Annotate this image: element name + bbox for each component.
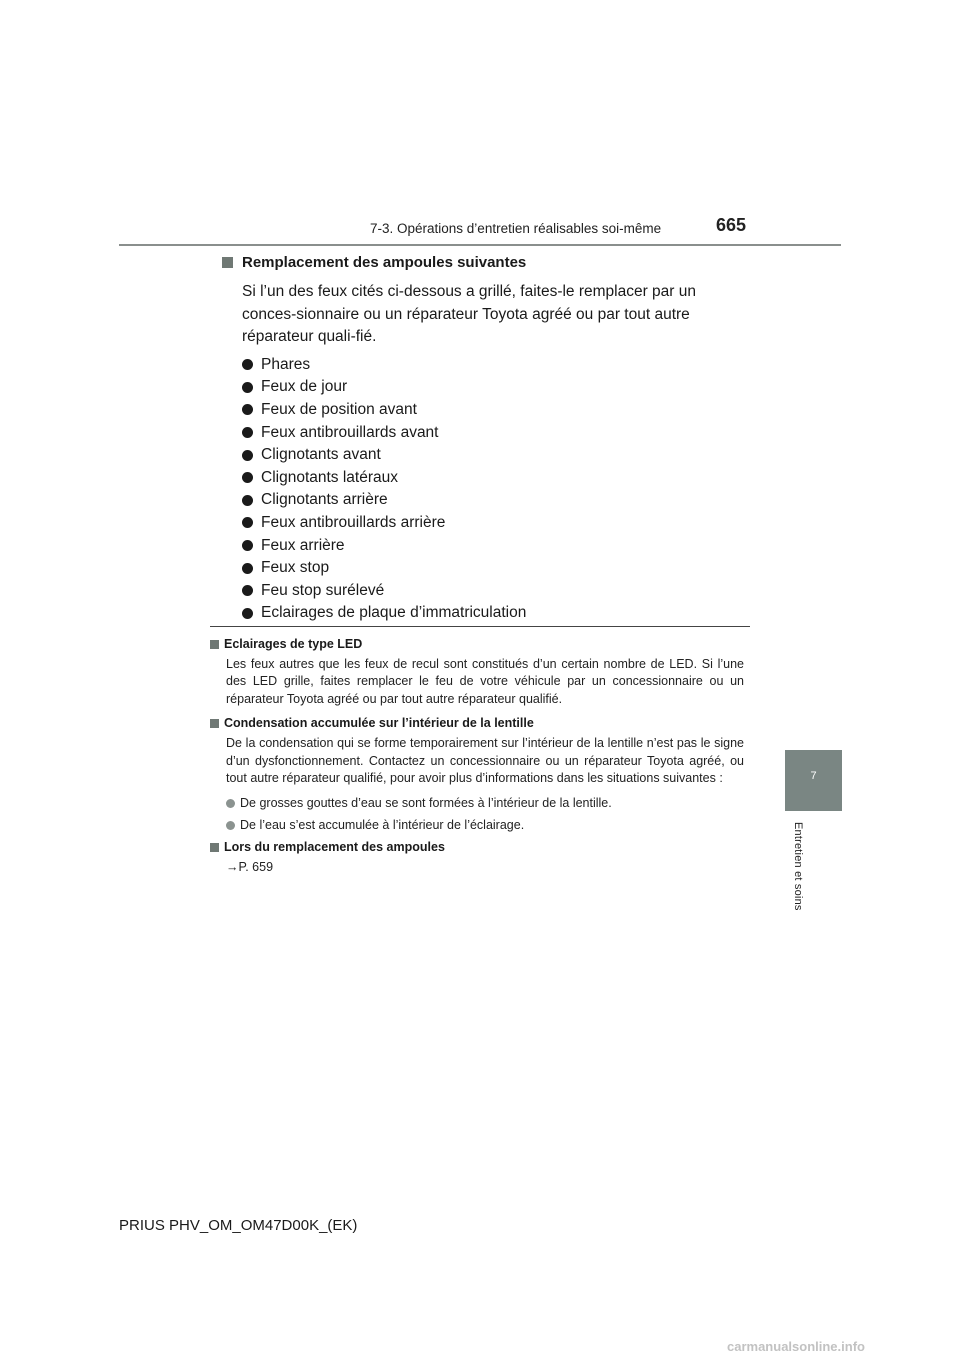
bullet-dot-icon	[242, 563, 253, 574]
square-bullet-icon	[210, 843, 219, 852]
chapter-number: 7	[810, 770, 817, 782]
bullet-dot-icon	[242, 585, 253, 596]
section-heading	[222, 254, 752, 271]
list-item: Feux antibrouillards arrière	[242, 512, 752, 535]
list-item: Clignotants latéraux	[242, 466, 752, 489]
list-item: Feux stop	[242, 557, 752, 580]
square-bullet-icon	[210, 640, 219, 649]
list-item: Feux arrière	[242, 534, 752, 557]
page-reference-link[interactable]: →P. 659	[226, 860, 274, 875]
list-item: De l’eau s’est accumulée à l’intérieur de l’éclairage.	[226, 818, 744, 832]
list-item: Feu stop surélevé	[242, 579, 752, 602]
bullet-dot-icon	[242, 540, 253, 551]
bullet-dot-icon	[242, 450, 253, 461]
section-heading-text: Remplacement des ampoules suivantes	[242, 254, 527, 271]
square-bullet-icon	[210, 719, 219, 728]
list-item: De grosses gouttes d’eau se sont formées à l’intérieur de la lentille.	[226, 796, 744, 810]
note-heading-led: Eclairages de type LED	[210, 637, 744, 651]
list-item: Feux de position avant	[242, 399, 752, 422]
note-heading-condensation: Condensation accumulée sur l’intérieur de la lentille	[210, 716, 744, 730]
chapter-tab[interactable]	[785, 750, 842, 811]
list-item: Phares	[242, 354, 752, 377]
list-item: Clignotants arrière	[242, 489, 752, 512]
list-item: Feux antibrouillards avant	[242, 421, 752, 444]
bullet-dot-icon	[226, 821, 235, 830]
bulb-list	[242, 354, 752, 625]
bullet-dot-icon	[226, 799, 235, 808]
main-section	[222, 254, 752, 625]
watermark: carmanualsonline.info	[727, 1339, 865, 1354]
bullet-dot-icon	[242, 359, 253, 370]
bullet-dot-icon	[242, 404, 253, 415]
notes-section	[210, 637, 744, 874]
header-rule	[119, 244, 841, 246]
section-title: 7-3. Opérations d’entretien réalisables soi-même	[370, 221, 662, 236]
bullet-dot-icon	[242, 427, 253, 438]
bullet-dot-icon	[242, 472, 253, 483]
bullet-dot-icon	[242, 517, 253, 528]
chapter-label: Entretien et soins	[792, 822, 804, 911]
square-bullet-icon	[222, 257, 233, 268]
bullet-dot-icon	[242, 495, 253, 506]
note-text-led: Les feux autres que les feux de recul sont constitués d’un certain nombre de LED. Si l’une des LED grille, faites remplacer le feu de votre véhicule par un concessionnaire ou un réparateur Toyota agréé ou par tout autre réparateur qualifié.	[226, 657, 744, 706]
list-item: Feux de jour	[242, 376, 752, 399]
note-heading-replacement: Lors du remplacement des ampoules	[210, 840, 744, 854]
bullet-dot-icon	[242, 382, 253, 393]
page-number: 665	[716, 215, 747, 235]
list-item: Clignotants avant	[242, 444, 752, 467]
section-divider	[210, 626, 750, 627]
list-item: Eclairages de plaque d’immatriculation	[242, 602, 752, 625]
bullet-dot-icon	[242, 608, 253, 619]
manual-code: PRIUS PHV_OM_OM47D00K_(EK)	[119, 1217, 358, 1234]
section-paragraph: Si l’un des feux cités ci-dessous a grillé, faites-le remplacer par un conces-sionnaire ou un réparateur Toyota agréé ou par tout autre réparateur quali-fié.	[242, 283, 697, 345]
note-text-condensation: De la condensation qui se forme temporairement sur l’intérieur de la lentille n’est pas le signe d’un dysfonctionnement. Contactez un concessionnaire ou un réparateur Toyota agréé, ou tout autre réparateur qualifié, pour avoir plus d’informations dans les situations suivantes :	[226, 736, 744, 786]
